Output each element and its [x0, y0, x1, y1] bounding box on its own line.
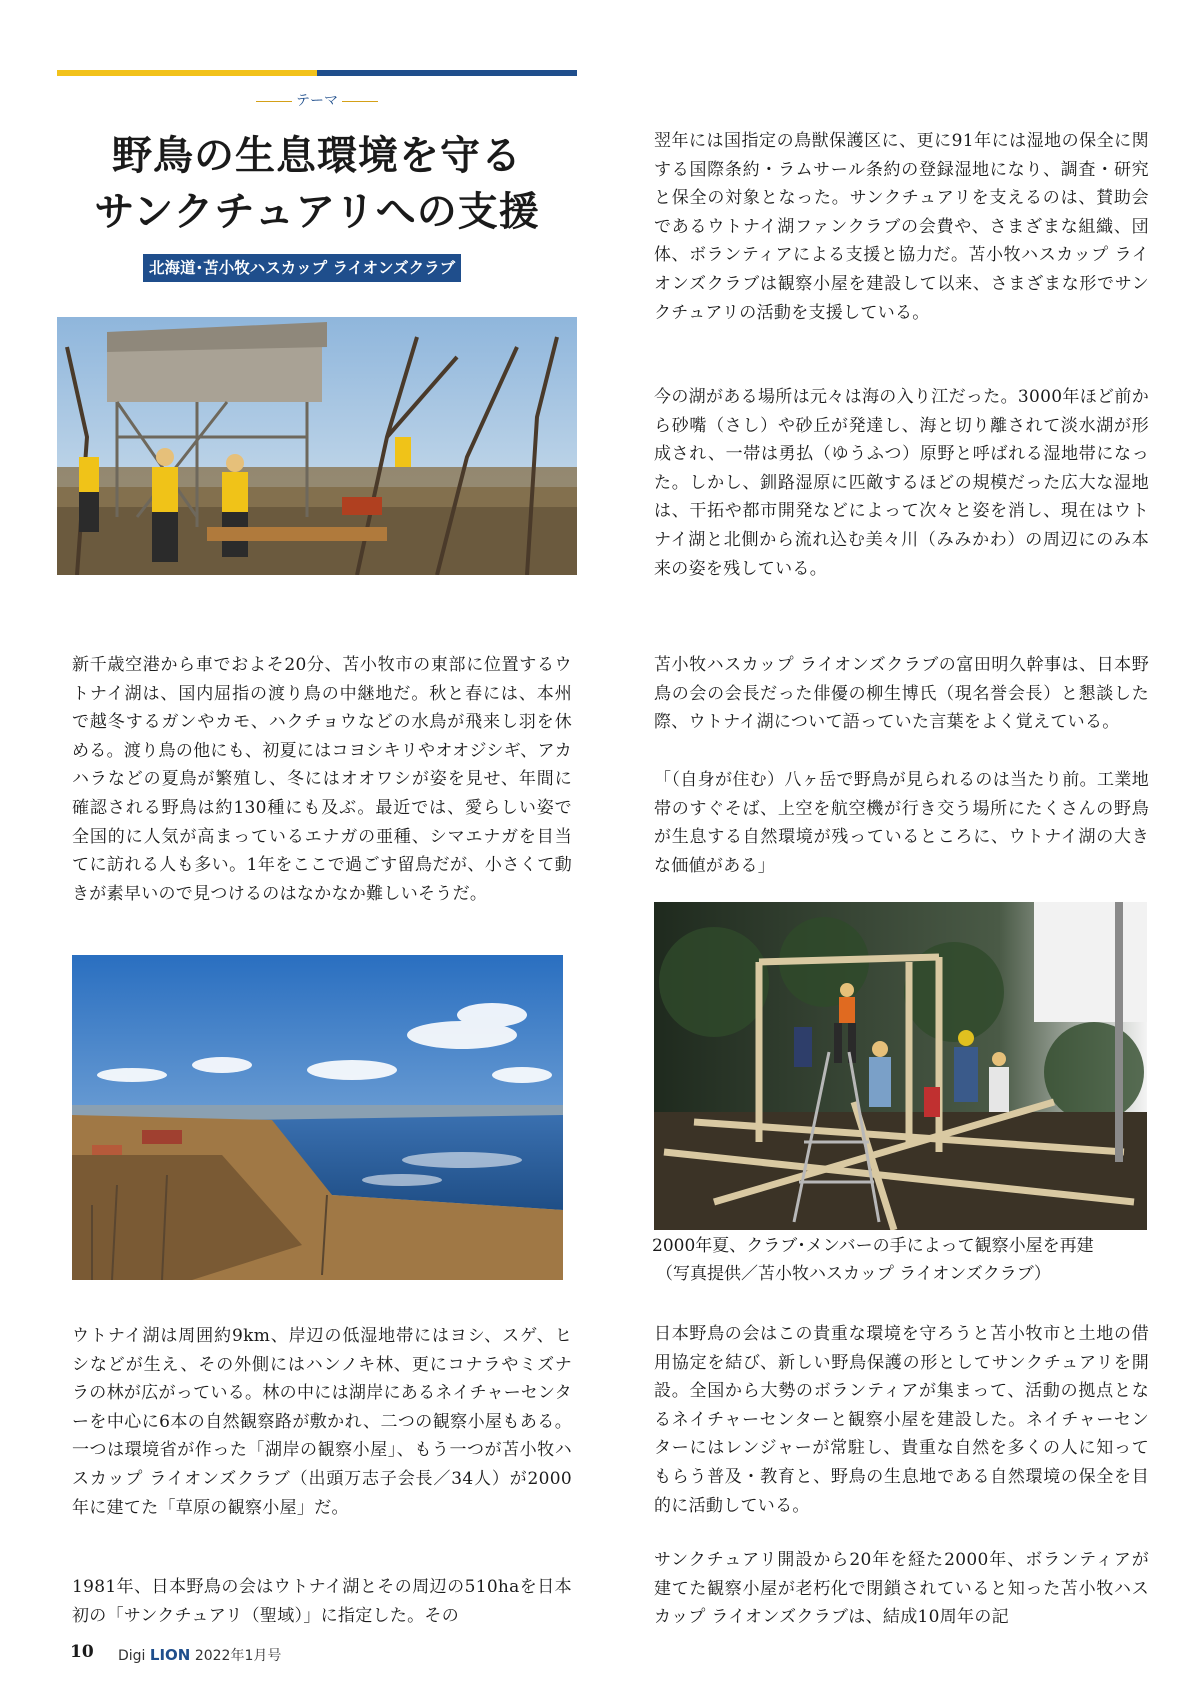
- magazine-issue: [118, 1645, 281, 1665]
- footer-issue-date: 2022年1月号: [194, 1648, 282, 1664]
- right-paragraph-5: 日本野鳥の会はこの貴重な環境を守ろうと苫小牧市と土地の借用協定を結び、新しい野鳥保護の形としてサンクチュアリを開設。全国から大勢のボランティアが集まって、活動の拠点となるネイチャーセンターと観察小屋を建設した。ネイチャーセンターにはレンジャーが常駐し、貴重な自然を多くの人に知ってもらう普及・教育と、野鳥の生息地である自然環境の保全を目的に活動している。: [654, 1324, 1149, 1516]
- photo-caption: [652, 1232, 1172, 1288]
- header-rule-yellow: [57, 70, 317, 76]
- right-paragraph-3: 苫小牧ハスカップ ライオンズクラブの富田明久幹事は、日本野鳥の会の会長だった俳優の柳生博氏（現名誉会長）と懇談した際、ウトナイ湖について語っていた言葉をよく覚えている。: [654, 655, 1149, 733]
- title-line-2: サンクチュアリへの支援: [94, 188, 540, 235]
- caption-line-2: （写真提供／苫小牧ハスカップ ライオンズクラブ）: [656, 1264, 1051, 1284]
- footer-digi: Digi: [118, 1648, 146, 1664]
- right-paragraph-2: 今の湖がある場所は元々は海の入り江だった。3000年ほど前から砂嘴（さし）や砂丘が発達し、海と切り離されて淡水湖が形成され、一帯は勇払（ゆうふつ）原野と呼ばれる湿地帯になった。しかし、釧路湿原に匹敵するほどの規模だった広大な湿地は、干拓や都市開発などによって次々と姿を消し、現在はウトナイ湖と北側から流れ込む美々川（みみかわ）の周辺にのみ本来の姿を残している。: [654, 387, 1149, 579]
- theme-line-right: [342, 101, 378, 102]
- club-name-badge: 北海道･苫小牧ハスカップ ライオンズクラブ: [143, 254, 461, 282]
- right-paragraph-4: 「（自身が住む）八ヶ岳で野鳥が見られるのは当たり前。工業地帯のすぐそば、上空を航空機が行き交う場所にたくさんの野鳥が生息する自然環境が残っているところに、ウトナイ湖の大きな価値がある」: [654, 770, 1149, 876]
- footer-lion-logo: LION: [149, 1646, 191, 1664]
- theme-line-left: [256, 101, 292, 102]
- theme-text: テーマ: [296, 93, 338, 109]
- hut-rebuild-photo: [654, 902, 1147, 1230]
- title-line-1: 野鳥の生息環境を守る: [112, 132, 522, 179]
- left-paragraph-3: 1981年、日本野鳥の会はウトナイ湖とその周辺の510haを日本初の「サンクチュアリ（聖域）」に指定した。その: [72, 1577, 572, 1626]
- left-paragraph-2: ウトナイ湖は周囲約9km、岸辺の低湿地帯にはヨシ、スゲ、ヒシなどが生え、その外側にはハンノキ林、更にコナラやミズナラの林が広がっている。林の中には湖岸にあるネイチャーセンターを中心に6本の自然観察路が敷かれ、二つの観察小屋もある。一つは環境省が作った「湖岸の観察小屋」、もう一つが苫小牧ハスカップ ライオンズクラブ（出頭万志子会長／34人）が2000年に建てた「草原の観察小屋」だ。: [72, 1326, 572, 1518]
- right-paragraph-1: 翌年には国指定の鳥獣保護区に、更に91年には湿地の保全に関する国際条約・ラムサール条約の登録湿地になり、調査・研究と保全の対象となった。サンクチュアリを支えるのは、賛助会であるウトナイ湖ファンクラブの会費や、さまざまな組織、団体、ボランティアによる支援と協力だ。苫小牧ハスカップ ライオンズクラブは観察小屋を建設して以来、さまざまな形でサンクチュアリの活動を支援している。: [654, 131, 1149, 323]
- page-number: 10: [70, 1642, 94, 1662]
- header-rule: [57, 70, 577, 76]
- right-paragraph-6: サンクチュアリ開設から20年を経た2000年、ボランティアが建てた観察小屋が老朽化で閉鎖されていると知った苫小牧ハスカップ ライオンズクラブは、結成10周年の記: [654, 1550, 1149, 1628]
- header-rule-blue: [317, 70, 577, 76]
- lake-landscape-photo: [72, 955, 563, 1280]
- volunteer-work-photo: [57, 317, 577, 575]
- caption-line-1: 2000年夏、クラブ･メンバーの手によって観察小屋を再建: [652, 1236, 1094, 1256]
- article-title: [57, 128, 577, 240]
- left-paragraph-1: 新千歳空港から車でおよそ20分、苫小牧市の東部に位置するウトナイ湖は、国内屈指の渡り鳥の中継地だ。秋と春には、本州で越冬するガンやカモ、ハクチョウなどの水鳥が飛来し羽を休める。渡り鳥の他にも、初夏にはコヨシキリやオオジシギ、アカハラなどの夏鳥が繁殖し、冬にはオオワシが姿を見せ、年間に確認される野鳥は約130種にも及ぶ。最近では、愛らしい姿で全国的に人気が高まっているエナガの亜種、シマエナガを目当てに訪れる人も多い。1年をここで過ごす留鳥だが、小さくて動きが素早いので見つけるのはなかなか難しいそうだ。: [72, 655, 572, 904]
- theme-label: [57, 90, 577, 110]
